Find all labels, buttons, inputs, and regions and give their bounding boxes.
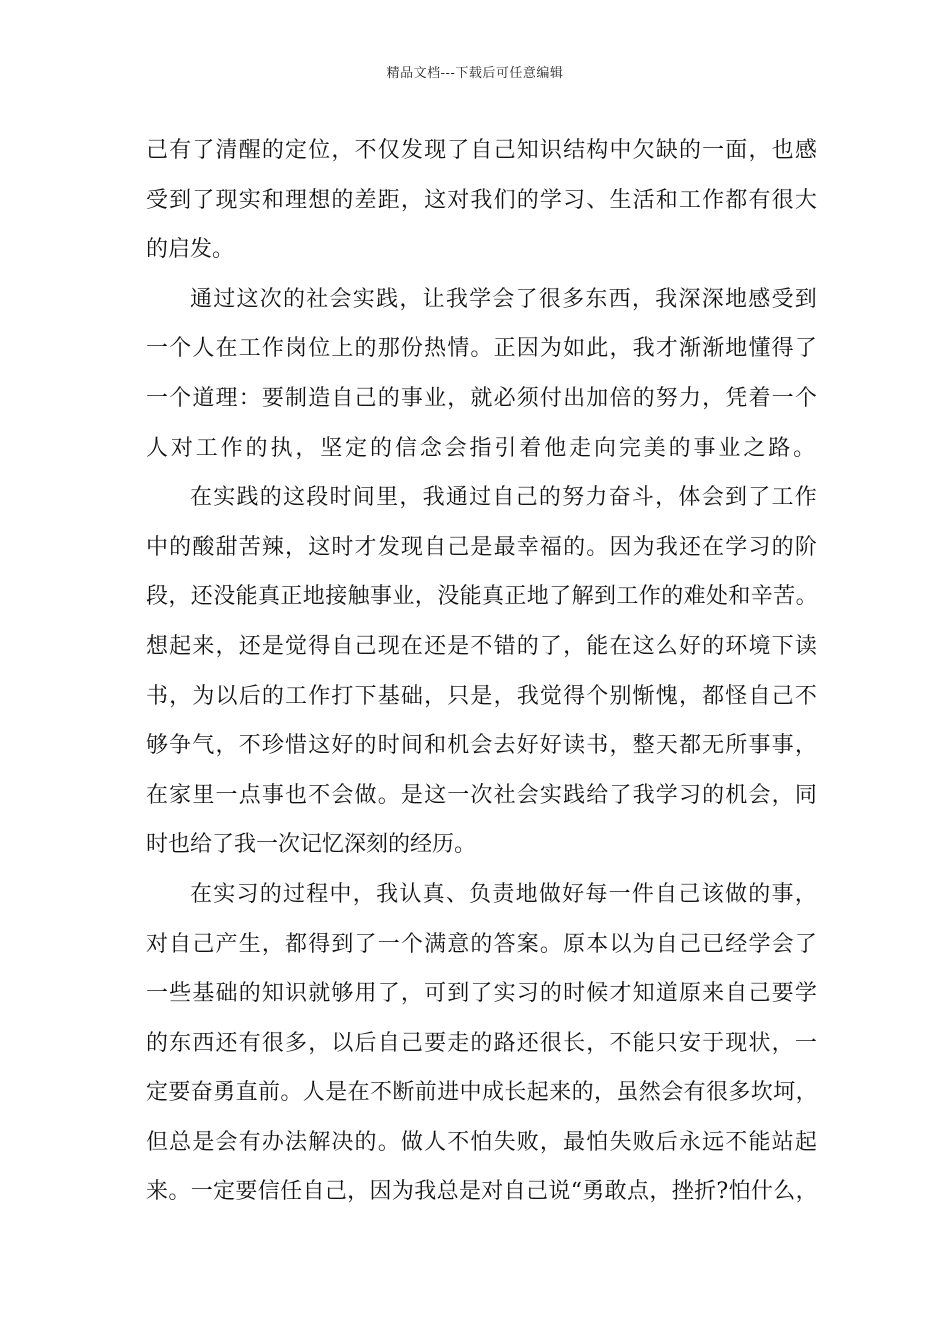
document-body — [146, 126, 818, 1217]
text-line: 书，为以后的工作打下基础，只是，我觉得个别惭愧，都怪自己不 — [146, 683, 818, 709]
text-line: 段，还没能真正地接触事业，没能真正地了解到工作的难处和辛苦。 — [146, 584, 818, 610]
text-line: 定要奋勇直前。人是在不断前进中成长起来的，虽然会有很多坎坷， — [146, 1080, 818, 1106]
text-line: 的东西还有很多，以后自己要走的路还很长，不能只安于现状，一 — [146, 1030, 818, 1056]
text-line: 一个道理：要制造自己的事业，就必须付出加倍的努力，凭着一个 — [146, 385, 818, 411]
text-line: 但总是会有办法解决的。做人不怕失败，最怕失败后永远不能站起 — [146, 1129, 818, 1155]
text-line: 想起来，还是觉得自己现在还是不错的了，能在这么好的环境下读 — [146, 633, 818, 659]
text-line: 的启发。 — [146, 237, 235, 263]
text-line: 来。一定要信任自己，因为我总是对自己说“勇敢点，挫折?怕什么， — [146, 1179, 818, 1205]
text-line: 在实践的这段时间里，我通过自己的努力奋斗，体会到了工作 — [190, 485, 818, 511]
text-line: 时也给了我一次记忆深刻的经历。 — [146, 832, 477, 858]
text-line: 对自己产生，都得到了一个满意的答案。原本以为自己已经学会了 — [146, 931, 818, 957]
text-line: 受到了现实和理想的差距，这对我们的学习、生活和工作都有很大 — [146, 187, 818, 213]
text-line: 在实习的过程中，我认真、负责地做好每一件自己该做的事， — [190, 881, 818, 907]
text-line: 中的酸甜苦辣，这时才发现自己是最幸福的。因为我还在学习的阶 — [146, 534, 818, 560]
text-line: 在家里一点事也不会做。是这一次社会实践给了我学习的机会，同 — [146, 782, 818, 808]
text-line: 够争气，不珍惜这好的时间和机会去好好读书，整天都无所事事， — [146, 733, 818, 759]
text-line: 人对工作的执，坚定的信念会指引着他走向完美的事业之路。 — [146, 435, 818, 461]
text-line: 己有了清醒的定位，不仅发现了自己知识结构中欠缺的一面，也感 — [146, 138, 818, 163]
text-line: 一些基础的知识就够用了，可到了实习的时候才知道原来自己要学 — [146, 981, 818, 1007]
text-line: 一个人在工作岗位上的那份热情。正因为如此，我才渐渐地懂得了 — [146, 336, 818, 362]
text-line: 通过这次的社会实践，让我学会了很多东西，我深深地感受到 — [190, 286, 818, 312]
page-header: 精品文档---下载后可任意编辑 — [386, 66, 564, 81]
